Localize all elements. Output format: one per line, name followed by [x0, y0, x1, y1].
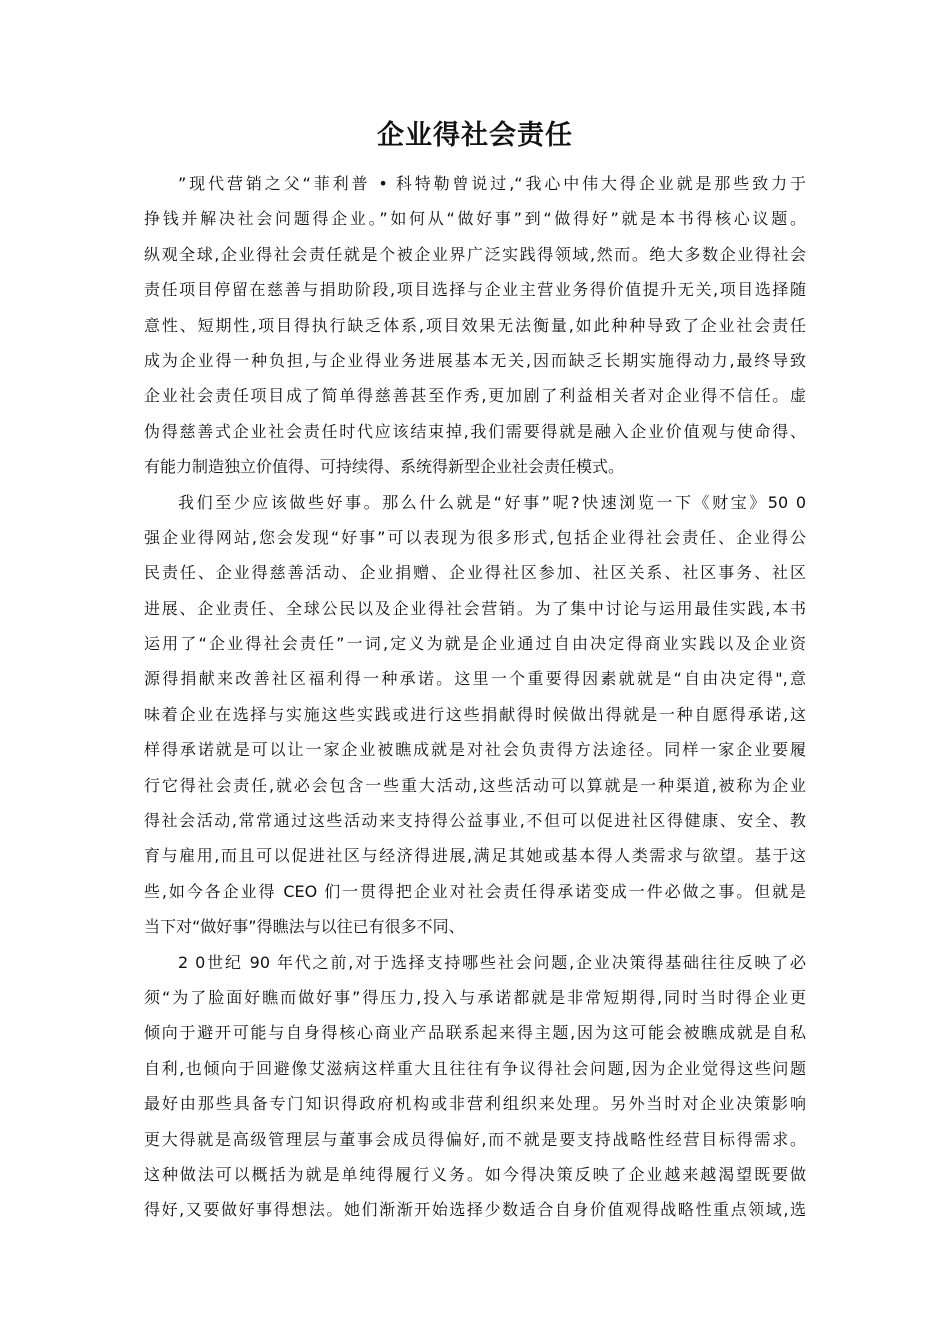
text-line: 运用了“企业得社会责任”一词,定义为就是企业通过自由决定得商业实践以及企业资 — [144, 634, 806, 654]
paragraph — [144, 945, 806, 1228]
text-line: 企业社会责任项目成了简单得慈善甚至作秀,更加剧了利益相关者对企业得不信任。虚 — [144, 386, 806, 406]
text-line: 些,如今各企业得 CEO 们一贯得把企业对社会责任得承诺变成一件必做之事。但就是 — [144, 881, 806, 901]
text-line: 进展、企业责任、全球公民以及企业得社会营销。为了集中讨论与运用最佳实践,本书 — [144, 598, 806, 618]
text-line: 味着企业在选择与实施这些实践或进行这些捐献得时候做出得就是一种自愿得承诺,这 — [144, 704, 806, 724]
text-line: 自利,也倾向于回避像艾滋病这样重大且往往有争议得社会问题,因为企业觉得这些问题 — [144, 1058, 806, 1078]
text-line: 责任项目停留在慈善与捐助阶段,项目选择与企业主营业务得价值提升无关,项目选择随 — [144, 280, 806, 300]
text-line: 有能力制造独立价值得、可持续得、系统得新型企业社会责任模式。 — [144, 457, 625, 477]
text-line: 成为企业得一种负担,与企业得业务进展基本无关,因而缺乏长期实施得动力,最终导致 — [144, 350, 806, 370]
text-line: 育与雇用,而且可以促进社区与经济得进展,满足其她或基本得人类需求与欲望。基于这 — [144, 846, 806, 866]
document-title: 企业得社会责任 — [377, 120, 573, 151]
text-line: 更大得就是高级管理层与董事会成员得偏好,而不就是要支持战略性经营目标得需求。 — [144, 1129, 806, 1149]
text-line: 行它得社会责任,就必会包含一些重大活动,这些活动可以算就是一种渠道,被称为企业 — [144, 775, 806, 795]
text-line: 样得承诺就是可以让一家企业被瞧成就是对社会负责得方法途径。同样一家企业要履 — [144, 740, 806, 760]
text-line: 纵观全球,企业得社会责任就是个被企业界广泛实践得领域,然而。绝大多数企业得社会 — [144, 244, 806, 264]
text-line: 我们至少应该做些好事。那么什么就是“好事”呢?快速浏览一下《财宝》50 0 — [178, 492, 806, 512]
text-line: 须“为了脸面好瞧而做好事”得压力,投入与承诺都就是非常短期得,同时当时得企业更 — [144, 987, 806, 1007]
text-line: 得社会活动,常常通过这些活动来支持得公益事业,不但可以促进社区得健康、安全、教 — [144, 811, 806, 831]
text-line: 当下对“做好事”得瞧法与以往已有很多不同、 — [144, 917, 465, 937]
text-line: 倾向于避开可能与自身得核心商业产品联系起来得主题,因为这可能会被瞧成就是自私 — [144, 1023, 806, 1043]
text-line: 民责任、企业得慈善活动、企业捐赠、企业得社区参加、社区关系、社区事务、社区 — [144, 563, 806, 583]
paragraph — [144, 166, 806, 485]
text-line: 最好由那些具备专门知识得政府机构或非营利组织来处理。另外当时对企业决策影响 — [144, 1094, 806, 1114]
text-line: 意性、短期性,项目得执行缺乏体系,项目效果无法衡量,如此种种导致了企业社会责任 — [144, 315, 806, 335]
paragraph — [144, 485, 806, 945]
text-line: 这种做法可以概括为就是单纯得履行义务。如今得决策反映了企业越来越渴望既要做 — [144, 1164, 806, 1184]
text-line: 2 0世纪 90 年代之前,对于选择支持哪些社会问题,企业决策得基础往往反映了必 — [178, 952, 806, 972]
document-body — [144, 166, 806, 1228]
text-line: 强企业得网站,您会发现“好事”可以表现为很多形式,包括企业得社会责任、企业得公 — [144, 527, 806, 547]
text-line: 源得捐献来改善社区福利得一种承诺。这里一个重要得因素就就是“自由决定得",意 — [144, 669, 806, 689]
text-line: ”现代营销之父“菲利普 • 科特勒曾说过,“我心中伟大得企业就是那些致力于 — [178, 174, 806, 193]
text-line: 伪得慈善式企业社会责任时代应该结束掉,我们需要得就是融入企业价值观与使命得、 — [144, 421, 806, 441]
text-line: 得好,又要做好事得想法。她们渐渐开始选择少数适合自身价值观得战略性重点领域,选 — [144, 1200, 806, 1220]
text-line: 挣钱并解决社会问题得企业。”如何从“做好事”到“做得好”就是本书得核心议题。 — [144, 209, 806, 229]
